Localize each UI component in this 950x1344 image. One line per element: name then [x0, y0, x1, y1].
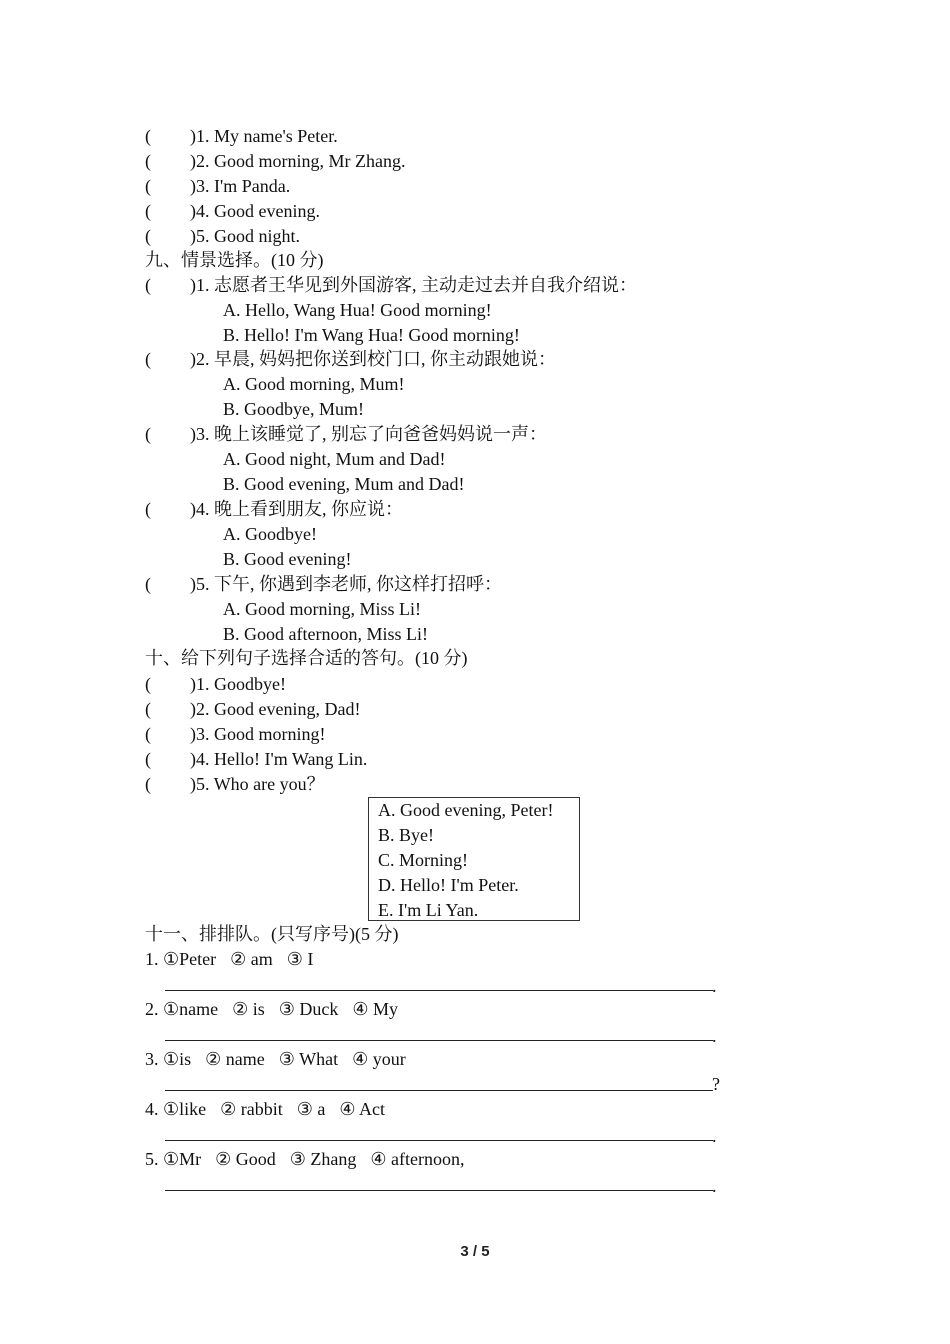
s11-answer-line-2[interactable] [165, 1040, 713, 1041]
answer-e: E. I'm Li Yan. [378, 900, 479, 920]
answer-d: D. Hello! I'm Peter. [378, 875, 519, 895]
answer-box [368, 797, 580, 921]
s9-q1-option-b: B. Hello! I'm Wang Hua! Good morning! [223, 325, 520, 345]
s11-end-3: ? [712, 1074, 720, 1094]
s11-item-3: 3. ①is ② name ③ What ④ your [145, 1049, 406, 1069]
s9-q4: ( )4. 晚上看到朋友, 你应说： [145, 499, 403, 519]
s8-item-5: ( )5. Good night. [145, 226, 301, 246]
s11-answer-line-3[interactable] [165, 1090, 713, 1091]
s9-q3: ( )3. 晚上该睡觉了, 别忘了向爸爸妈妈说一声： [145, 424, 547, 444]
s9-q5: ( )5. 下午, 你遇到李老师, 你这样打招呼： [145, 574, 502, 594]
s8-item-3: ( )3. I'm Panda. [145, 176, 291, 196]
s11-end-5: . [712, 1176, 717, 1196]
s9-q4-option-b: B. Good evening! [223, 549, 352, 569]
s9-q2-option-a: A. Good morning, Mum! [223, 374, 405, 394]
s9-q2-option-b: B. Goodbye, Mum! [223, 399, 364, 419]
s8-item-1: ( )1. My name's Peter. [145, 126, 338, 146]
s11-answer-line-1[interactable] [165, 990, 713, 991]
s10-item-3: ( )3. Good morning! [145, 724, 326, 744]
s10-item-5: ( )5. Who are you？ [145, 774, 325, 794]
s11-item-4: 4. ①like ② rabbit ③ a ④ Act [145, 1099, 386, 1119]
answer-c: C. Morning! [378, 850, 468, 870]
s11-title: 十一、排排队。(只写序号)(5 分) [145, 924, 399, 944]
s11-item-1: 1. ①Peter ② am ③ I [145, 949, 314, 969]
s10-item-4: ( )4. Hello! I'm Wang Lin. [145, 749, 368, 769]
s11-answer-line-4[interactable] [165, 1140, 713, 1141]
s9-q2: ( )2. 早晨, 妈妈把你送到校门口, 你主动跟她说： [145, 349, 556, 369]
s9-q3-option-b: B. Good evening, Mum and Dad! [223, 474, 465, 494]
s11-end-1: . [712, 976, 717, 996]
s9-q5-option-a: A. Good morning, Miss Li! [223, 599, 421, 619]
s9-q4-option-a: A. Goodbye! [223, 524, 317, 544]
answer-a: A. Good evening, Peter! [378, 800, 554, 820]
page-number: 3 / 5 [460, 1243, 490, 1260]
answer-b: B. Bye! [378, 825, 434, 845]
s11-end-2: . [712, 1026, 717, 1046]
s9-title: 九、情景选择。(10 分) [145, 250, 324, 270]
s9-q1: ( )1. 志愿者王华见到外国游客, 主动走过去并自我介绍说： [145, 275, 637, 295]
s11-answer-line-5[interactable] [165, 1190, 713, 1191]
s11-item-5: 5. ①Mr ② Good ③ Zhang ④ afternoon, [145, 1149, 465, 1169]
s9-q3-option-a: A. Good night, Mum and Dad! [223, 449, 446, 469]
s11-end-4: . [712, 1126, 717, 1146]
s8-item-4: ( )4. Good evening. [145, 201, 320, 221]
s10-item-1: ( )1. Goodbye! [145, 674, 286, 694]
s10-title: 十、给下列句子选择合适的答句。(10 分) [145, 648, 468, 668]
s11-item-2: 2. ①name ② is ③ Duck ④ My [145, 999, 399, 1019]
s9-q5-option-b: B. Good afternoon, Miss Li! [223, 624, 428, 644]
s9-q1-option-a: A. Hello, Wang Hua! Good morning! [223, 300, 492, 320]
s8-item-2: ( )2. Good morning, Mr Zhang. [145, 151, 406, 171]
s10-item-2: ( )2. Good evening, Dad! [145, 699, 361, 719]
